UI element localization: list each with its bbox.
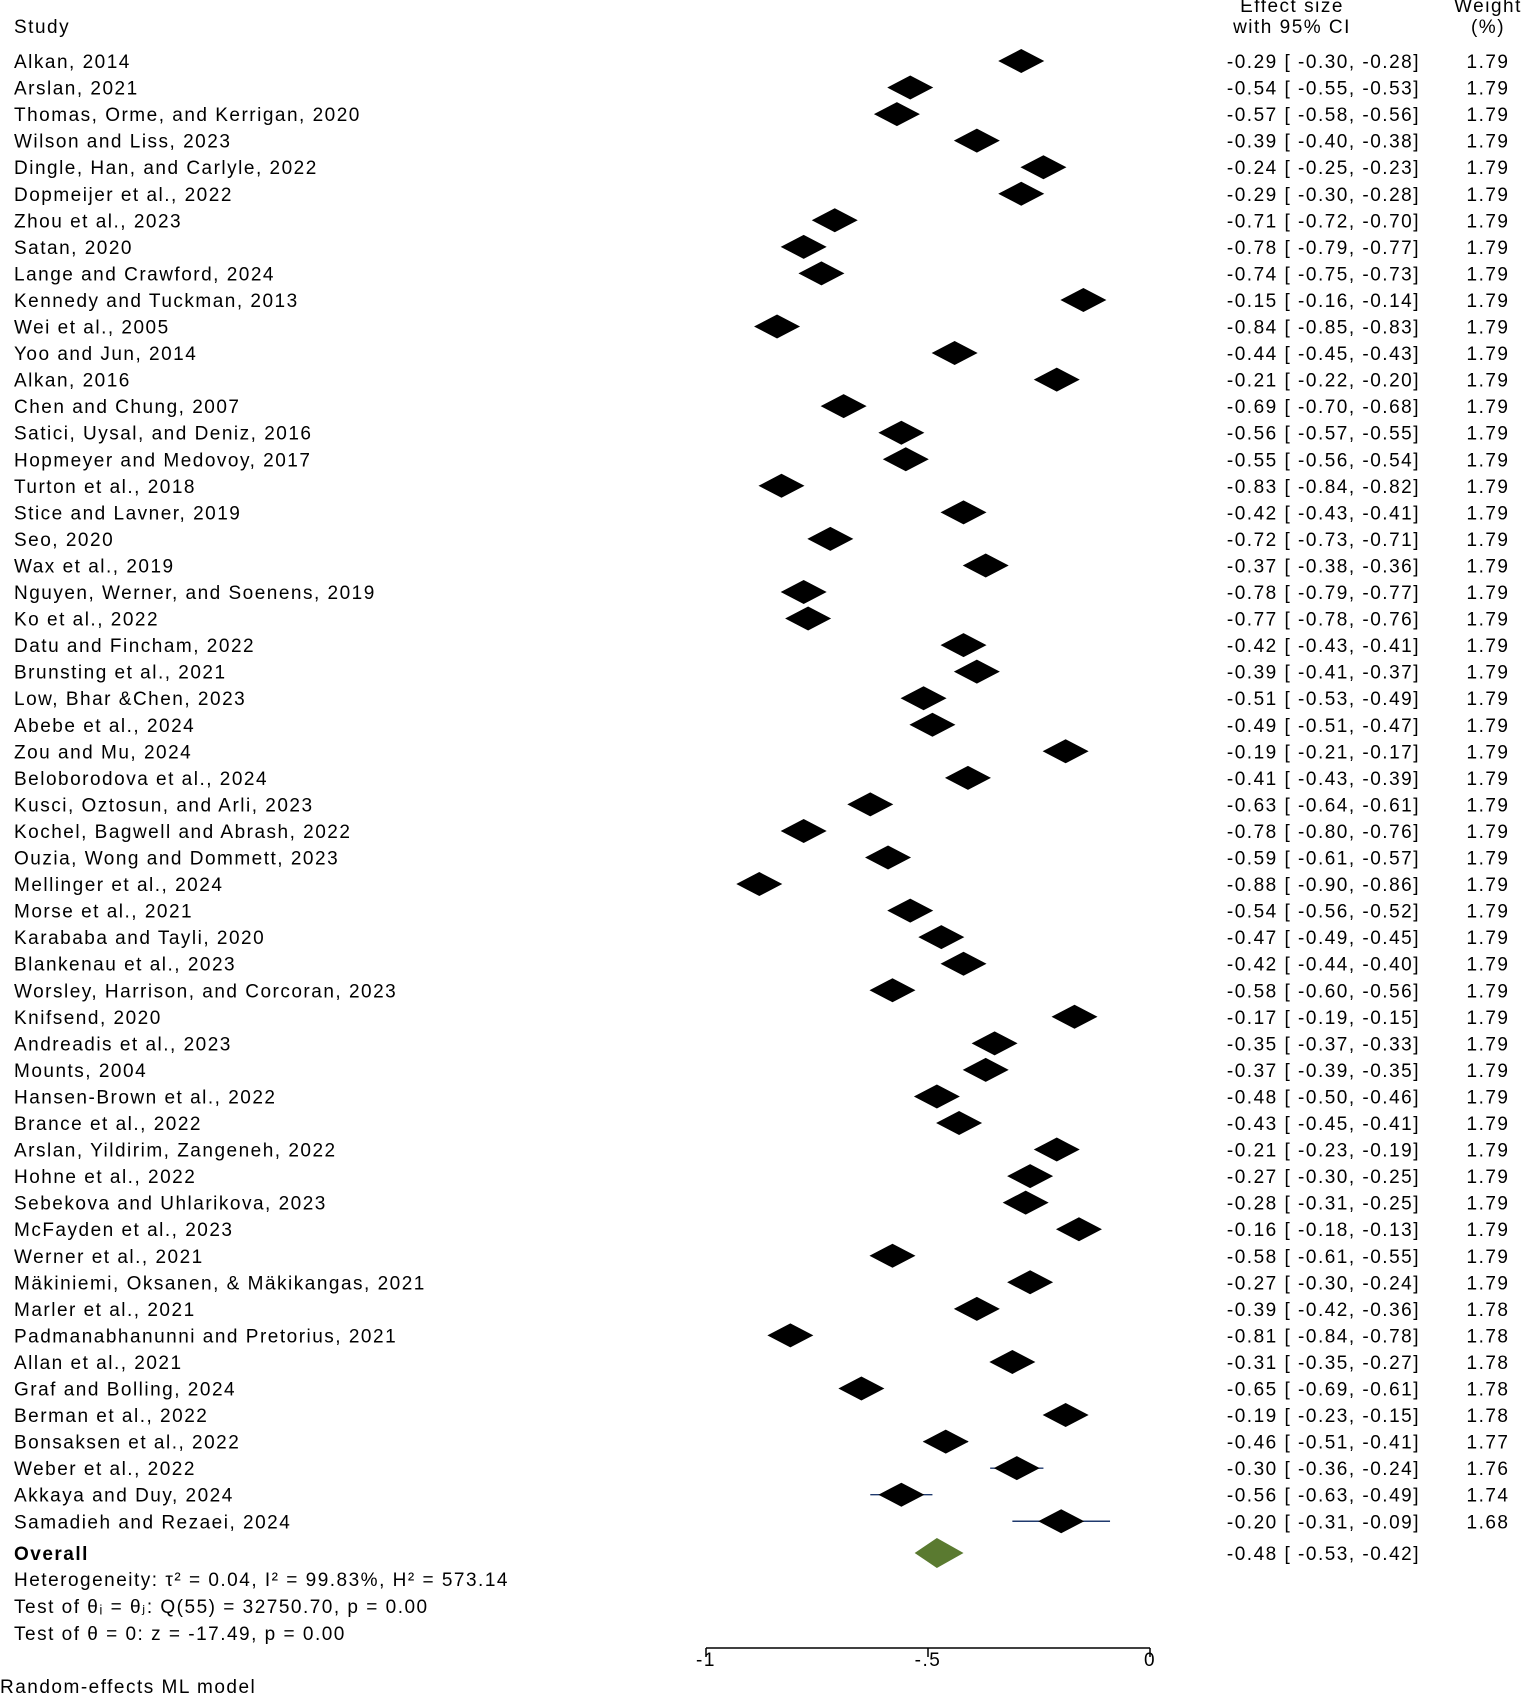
study-label: Graf and Bolling, 2024 [14, 1379, 237, 1401]
weight-text: 1.79 [1466, 397, 1510, 419]
weight-text: 1.79 [1466, 78, 1510, 100]
effect-marker [1052, 1005, 1098, 1029]
weight-text: 1.79 [1466, 450, 1510, 472]
effect-marker [865, 846, 911, 870]
study-label: Satici, Uysal, and Deniz, 2016 [14, 423, 313, 445]
weight-text: 1.79 [1466, 158, 1510, 180]
study-row [14, 129, 1509, 153]
effect-ci-text: -0.78 [ -0.79, -0.77] [1226, 583, 1420, 604]
x-tick-label: -1 [696, 1650, 716, 1671]
effect-ci-text: -0.84 [ -0.85, -0.83] [1226, 317, 1420, 339]
study-label: Hohne et al., 2022 [14, 1167, 197, 1189]
effect-ci-text: -0.27 [ -0.30, -0.25] [1226, 1167, 1420, 1189]
study-label: Akkaya and Duy, 2024 [14, 1485, 234, 1507]
study-row [14, 288, 1509, 312]
study-row [14, 872, 1509, 896]
study-row [14, 713, 1509, 737]
effect-marker [736, 872, 782, 896]
effect-ci-text: -0.37 [ -0.39, -0.35] [1226, 1060, 1420, 1082]
effect-ci-text: -0.42 [ -0.43, -0.41] [1226, 503, 1420, 525]
study-label: Karababa and Tayli, 2020 [14, 928, 266, 950]
effect-marker [754, 315, 800, 339]
effect-marker [781, 819, 827, 843]
effect-marker [878, 1483, 924, 1507]
study-row [14, 819, 1509, 843]
study-label: Abebe et al., 2024 [14, 715, 196, 737]
study-label: Alkan, 2014 [14, 52, 131, 73]
study-row [14, 182, 1509, 206]
study-row [14, 1084, 1509, 1108]
study-row [14, 1483, 1509, 1507]
weight-text: 1.77 [1466, 1432, 1510, 1454]
study-row [14, 1138, 1509, 1162]
effect-ci-text: -0.41 [ -0.43, -0.39] [1226, 768, 1420, 790]
header-study: Study [14, 17, 71, 38]
effect-ci-text: -0.69 [ -0.70, -0.68] [1226, 397, 1420, 419]
effect-marker [883, 447, 929, 471]
effect-ci-text: -0.39 [ -0.40, -0.38] [1226, 131, 1420, 153]
study-row [14, 102, 1509, 126]
weight-text: 1.79 [1466, 264, 1510, 286]
study-label: Mellinger et al., 2024 [14, 875, 224, 897]
weight-text: 1.79 [1466, 583, 1510, 604]
study-row [14, 607, 1509, 631]
effect-ci-text: -0.21 [ -0.23, -0.19] [1226, 1140, 1420, 1162]
effect-marker [869, 1244, 915, 1268]
weight-text: 1.79 [1466, 954, 1510, 976]
effect-ci-text: -0.35 [ -0.37, -0.33] [1226, 1034, 1420, 1056]
study-label: Weber et al., 2022 [14, 1459, 196, 1481]
study-row [14, 1350, 1509, 1374]
effect-ci-text: -0.19 [ -0.21, -0.17] [1226, 742, 1420, 764]
effect-ci-text: -0.51 [ -0.53, -0.49] [1226, 689, 1420, 711]
effect-ci-text: -0.57 [ -0.58, -0.56] [1226, 105, 1420, 127]
effect-marker [887, 76, 933, 100]
study-row [14, 1005, 1509, 1029]
study-label: Ko et al., 2022 [14, 609, 160, 631]
effect-marker [1034, 368, 1080, 392]
weight-text: 1.79 [1466, 1246, 1510, 1268]
weight-text: 1.79 [1466, 529, 1510, 551]
study-row [14, 49, 1509, 73]
effect-ci-text: -0.58 [ -0.60, -0.56] [1226, 981, 1420, 1003]
effect-marker [963, 553, 1009, 577]
study-row [14, 660, 1509, 684]
effect-marker [1056, 1217, 1102, 1241]
study-row [14, 1031, 1509, 1055]
weight-text: 1.79 [1466, 423, 1510, 445]
effect-marker [954, 1297, 1000, 1321]
effect-marker [798, 261, 844, 285]
study-row [14, 76, 1509, 100]
study-row [14, 1217, 1509, 1241]
effect-marker [1043, 739, 1089, 763]
effect-ci-text: -0.56 [ -0.57, -0.55] [1226, 423, 1420, 445]
study-row [14, 846, 1509, 870]
effect-marker [807, 527, 853, 551]
effect-ci-text: -0.48 [ -0.50, -0.46] [1226, 1087, 1420, 1109]
header-effect-size: Effect size [1240, 0, 1344, 17]
study-row [14, 368, 1509, 392]
effect-marker [1043, 1403, 1089, 1427]
study-label: Brance et al., 2022 [14, 1114, 202, 1135]
study-label: Wax et al., 2019 [14, 556, 175, 578]
effect-marker [932, 341, 978, 365]
effect-marker [941, 952, 987, 976]
weight-text: 1.79 [1466, 1140, 1510, 1162]
weight-text: 1.79 [1466, 184, 1510, 206]
study-row [14, 1377, 1509, 1401]
overall-row [14, 1538, 1420, 1568]
effect-ci-text: -0.54 [ -0.56, -0.52] [1226, 901, 1420, 923]
effect-ci-text: -0.28 [ -0.31, -0.25] [1226, 1193, 1420, 1215]
effect-ci-text: -0.31 [ -0.35, -0.27] [1226, 1352, 1420, 1374]
weight-text: 1.79 [1466, 556, 1510, 578]
weight-text: 1.79 [1466, 1167, 1510, 1189]
x-axis [696, 1648, 1156, 1671]
effect-ci-text: -0.78 [ -0.80, -0.76] [1226, 821, 1420, 843]
effect-marker [869, 978, 915, 1002]
effect-ci-text: -0.63 [ -0.64, -0.61] [1226, 795, 1420, 817]
study-label: Nguyen, Werner, and Soenens, 2019 [14, 583, 376, 604]
heterogeneity-text: Heterogeneity: τ² = 0.04, I² = 99.83%, H² = 573.14 [14, 1570, 509, 1591]
study-row [14, 580, 1509, 604]
effect-marker [918, 925, 964, 949]
study-row [14, 1270, 1509, 1294]
effect-ci-text: -0.46 [ -0.51, -0.41] [1226, 1432, 1420, 1454]
weight-text: 1.79 [1466, 211, 1510, 233]
study-label: Blankenau et al., 2023 [14, 954, 237, 976]
effect-ci-text: -0.58 [ -0.61, -0.55] [1226, 1246, 1420, 1268]
study-row [14, 421, 1509, 445]
weight-text: 1.79 [1466, 290, 1510, 312]
study-row [14, 235, 1509, 259]
study-row [14, 1403, 1509, 1427]
weight-text: 1.79 [1466, 875, 1510, 897]
study-row [14, 447, 1509, 471]
effect-marker [972, 1031, 1018, 1055]
effect-marker [878, 421, 924, 445]
study-row [14, 899, 1509, 923]
weight-text: 1.79 [1466, 105, 1510, 127]
effect-marker [887, 899, 933, 923]
study-row [14, 1191, 1509, 1215]
effect-ci-text: -0.77 [ -0.78, -0.76] [1226, 609, 1420, 631]
effect-ci-text: -0.19 [ -0.23, -0.15] [1226, 1406, 1420, 1428]
effect-ci-text: -0.83 [ -0.84, -0.82] [1226, 476, 1420, 498]
study-label: Arslan, 2021 [14, 78, 139, 100]
effect-marker [998, 49, 1044, 73]
overall-diamond [915, 1538, 964, 1568]
effect-marker [963, 1058, 1009, 1082]
effect-ci-text: -0.29 [ -0.30, -0.28] [1226, 52, 1420, 73]
weight-text: 1.78 [1466, 1406, 1510, 1428]
effect-marker [909, 713, 955, 737]
study-row [14, 1456, 1509, 1480]
weight-text: 1.79 [1466, 1220, 1510, 1242]
study-label: Datu and Fincham, 2022 [14, 636, 256, 658]
effect-marker [781, 235, 827, 259]
study-label: Dingle, Han, and Carlyle, 2022 [14, 158, 318, 180]
effect-ci-text: -0.44 [ -0.45, -0.43] [1226, 344, 1420, 366]
weight-text: 1.79 [1466, 609, 1510, 631]
header-effect-ci: with 95% CI [1233, 17, 1351, 38]
effect-marker [767, 1323, 813, 1347]
effect-marker [1007, 1164, 1053, 1188]
study-row [14, 1244, 1509, 1268]
test-zero-text: Test of θ = 0: z = -17.49, p = 0.00 [14, 1624, 346, 1645]
weight-text: 1.79 [1466, 52, 1510, 73]
effect-ci-text: -0.39 [ -0.42, -0.36] [1226, 1299, 1420, 1321]
study-label: Satan, 2020 [14, 237, 133, 259]
effect-ci-text: -0.24 [ -0.25, -0.23] [1226, 158, 1420, 180]
study-row [14, 261, 1509, 285]
study-label: Samadieh and Rezaei, 2024 [14, 1512, 292, 1534]
study-label: Zhou et al., 2023 [14, 211, 183, 233]
study-label: Morse et al., 2021 [14, 901, 194, 923]
study-label: Andreadis et al., 2023 [14, 1034, 232, 1056]
effect-marker [1034, 1138, 1080, 1162]
weight-text: 1.79 [1466, 768, 1510, 790]
study-label: Wilson and Liss, 2023 [14, 131, 232, 153]
study-label: Sebekova and Uhlarikova, 2023 [14, 1193, 327, 1215]
study-label: Arslan, Yildirim, Zangeneh, 2022 [14, 1140, 337, 1162]
weight-text: 1.79 [1466, 636, 1510, 658]
effect-marker [936, 1111, 982, 1135]
effect-marker [945, 766, 991, 790]
study-label: Low, Bhar &Chen, 2023 [14, 689, 247, 711]
effect-ci-text: -0.71 [ -0.72, -0.70] [1226, 211, 1420, 233]
study-label: Kusci, Oztosun, and Arli, 2023 [14, 795, 314, 817]
effect-ci-text: -0.43 [ -0.45, -0.41] [1226, 1114, 1420, 1135]
effect-marker [812, 208, 858, 232]
study-label: Ouzia, Wong and Dommett, 2023 [14, 848, 340, 870]
study-label: Padmanabhanunni and Pretorius, 2021 [14, 1326, 398, 1348]
effect-marker [923, 1430, 969, 1454]
weight-text: 1.79 [1466, 1060, 1510, 1082]
effect-ci-text: -0.42 [ -0.43, -0.41] [1226, 636, 1420, 658]
study-label: Werner et al., 2021 [14, 1246, 204, 1268]
effect-ci-text: -0.21 [ -0.22, -0.20] [1226, 370, 1420, 392]
effect-marker [847, 792, 893, 816]
study-row [14, 739, 1509, 763]
effect-ci-text: -0.49 [ -0.51, -0.47] [1226, 715, 1420, 737]
study-label: Allan et al., 2021 [14, 1352, 183, 1374]
effect-marker [1060, 288, 1106, 312]
weight-text: 1.68 [1466, 1512, 1510, 1534]
weight-text: 1.79 [1466, 981, 1510, 1003]
study-label: Seo, 2020 [14, 529, 115, 551]
weight-text: 1.79 [1466, 237, 1510, 259]
weight-text: 1.79 [1466, 689, 1510, 711]
header-weight: Weight [1454, 0, 1522, 17]
effect-ci-text: -0.55 [ -0.56, -0.54] [1226, 450, 1420, 472]
effect-marker [1020, 155, 1066, 179]
weight-text: 1.79 [1466, 1087, 1510, 1109]
study-row [14, 766, 1509, 790]
effect-marker [838, 1377, 884, 1401]
study-label: Zou and Mu, 2024 [14, 742, 193, 764]
study-label: Mäkiniemi, Oksanen, & Mäkikangas, 2021 [14, 1273, 426, 1295]
study-row [14, 633, 1509, 657]
study-row [14, 315, 1509, 339]
effect-ci-text: -0.16 [ -0.18, -0.13] [1226, 1220, 1420, 1242]
effect-marker [998, 182, 1044, 206]
effect-ci-text: -0.27 [ -0.30, -0.24] [1226, 1273, 1420, 1295]
x-tick-label: 0 [1143, 1650, 1157, 1671]
weight-text: 1.79 [1466, 662, 1510, 684]
study-row [14, 527, 1509, 551]
effect-ci-text: -0.47 [ -0.49, -0.45] [1226, 928, 1420, 950]
test-homogeneity-text: Test of θᵢ = θⱼ: Q(55) = 32750.70, p = 0.00 [14, 1597, 429, 1618]
study-label: Hopmeyer and Medovoy, 2017 [14, 450, 312, 472]
weight-text: 1.79 [1466, 131, 1510, 153]
effect-marker [781, 580, 827, 604]
effect-ci-text: -0.81 [ -0.84, -0.78] [1226, 1326, 1420, 1348]
effect-marker [1007, 1270, 1053, 1294]
study-row [14, 978, 1509, 1002]
weight-text: 1.79 [1466, 901, 1510, 923]
effect-ci-text: -0.78 [ -0.79, -0.77] [1226, 237, 1420, 259]
effect-ci-text: -0.42 [ -0.44, -0.40] [1226, 954, 1420, 976]
study-row [14, 925, 1509, 949]
overall-label: Overall [14, 1544, 89, 1565]
study-label: Berman et al., 2022 [14, 1406, 209, 1428]
weight-text: 1.79 [1466, 1193, 1510, 1215]
study-row [14, 792, 1509, 816]
study-label: McFayden et al., 2023 [14, 1220, 234, 1242]
study-label: Dopmeijer et al., 2022 [14, 184, 233, 206]
weight-text: 1.79 [1466, 344, 1510, 366]
effect-ci-text: -0.37 [ -0.38, -0.36] [1226, 556, 1420, 578]
weight-text: 1.76 [1466, 1459, 1510, 1481]
study-row [14, 500, 1509, 524]
effect-ci-text: -0.29 [ -0.30, -0.28] [1226, 184, 1420, 206]
weight-text: 1.79 [1466, 1007, 1510, 1029]
weight-text: 1.79 [1466, 370, 1510, 392]
effect-ci-text: -0.88 [ -0.90, -0.86] [1226, 875, 1420, 897]
study-label: Wei et al., 2005 [14, 317, 170, 339]
weight-text: 1.79 [1466, 476, 1510, 498]
study-row [14, 208, 1509, 232]
study-label: Knifsend, 2020 [14, 1007, 162, 1029]
effect-marker [954, 660, 1000, 684]
study-label: Marler et al., 2021 [14, 1299, 196, 1321]
study-label: Thomas, Orme, and Kerrigan, 2020 [14, 105, 361, 127]
overall-ci-text: -0.48 [ -0.53, -0.42] [1226, 1544, 1420, 1565]
study-row [14, 474, 1509, 498]
weight-text: 1.79 [1466, 1114, 1510, 1135]
effect-marker [994, 1456, 1040, 1480]
weight-text: 1.78 [1466, 1379, 1510, 1401]
study-label: Beloborodova et al., 2024 [14, 768, 269, 790]
effect-ci-text: -0.72 [ -0.73, -0.71] [1226, 529, 1420, 551]
weight-text: 1.79 [1466, 715, 1510, 737]
study-row [14, 341, 1509, 365]
effect-marker [1038, 1509, 1084, 1533]
study-label: Kennedy and Tuckman, 2013 [14, 290, 299, 312]
effect-ci-text: -0.59 [ -0.61, -0.57] [1226, 848, 1420, 870]
effect-ci-text: -0.74 [ -0.75, -0.73] [1226, 264, 1420, 286]
effect-marker [914, 1084, 960, 1108]
study-row [14, 952, 1509, 976]
effect-marker [758, 474, 804, 498]
effect-ci-text: -0.15 [ -0.16, -0.14] [1226, 290, 1420, 312]
effect-marker [785, 607, 831, 631]
weight-text: 1.78 [1466, 1299, 1510, 1321]
header-weight-unit: (%) [1470, 17, 1506, 38]
weight-text: 1.79 [1466, 742, 1510, 764]
weight-text: 1.78 [1466, 1352, 1510, 1374]
weight-text: 1.79 [1466, 1034, 1510, 1056]
study-label: Mounts, 2004 [14, 1060, 148, 1082]
study-label: Brunsting et al., 2021 [14, 662, 227, 684]
weight-text: 1.79 [1466, 928, 1510, 950]
effect-marker [901, 686, 947, 710]
study-row [14, 155, 1509, 179]
effect-ci-text: -0.20 [ -0.31, -0.09] [1226, 1512, 1420, 1534]
model-footer: Random-effects ML model [0, 1677, 257, 1693]
study-label: Turton et al., 2018 [14, 476, 197, 498]
study-label: Alkan, 2016 [14, 370, 131, 392]
study-row [14, 1323, 1509, 1347]
effect-ci-text: -0.17 [ -0.19, -0.15] [1226, 1007, 1420, 1029]
effect-ci-text: -0.54 [ -0.55, -0.53] [1226, 78, 1420, 100]
study-row [14, 1111, 1509, 1135]
study-label: Bonsaksen et al., 2022 [14, 1432, 241, 1454]
effect-marker [954, 129, 1000, 153]
study-row [14, 394, 1509, 418]
weight-text: 1.79 [1466, 1273, 1510, 1295]
x-tick-label: -.5 [914, 1650, 942, 1671]
effect-ci-text: -0.65 [ -0.69, -0.61] [1226, 1379, 1420, 1401]
weight-text: 1.79 [1466, 317, 1510, 339]
study-row [14, 1058, 1509, 1082]
study-label: Lange and Crawford, 2024 [14, 264, 275, 286]
weight-text: 1.79 [1466, 848, 1510, 870]
study-label: Yoo and Jun, 2014 [14, 344, 198, 366]
effect-marker [989, 1350, 1035, 1374]
effect-marker [1003, 1191, 1049, 1215]
study-row [14, 1430, 1509, 1454]
effect-marker [941, 633, 987, 657]
study-row [14, 1297, 1509, 1321]
study-row [14, 1164, 1509, 1188]
study-label: Chen and Chung, 2007 [14, 397, 241, 419]
effect-marker [941, 500, 987, 524]
weight-text: 1.79 [1466, 795, 1510, 817]
effect-ci-text: -0.39 [ -0.41, -0.37] [1226, 662, 1420, 684]
study-label: Stice and Lavner, 2019 [14, 503, 242, 525]
effect-marker [821, 394, 867, 418]
effect-ci-text: -0.30 [ -0.36, -0.24] [1226, 1459, 1420, 1481]
weight-text: 1.79 [1466, 503, 1510, 525]
effect-ci-text: -0.56 [ -0.63, -0.49] [1226, 1485, 1420, 1507]
weight-text: 1.74 [1466, 1485, 1510, 1507]
study-rows [14, 49, 1509, 1533]
study-row [14, 686, 1509, 710]
weight-text: 1.79 [1466, 821, 1510, 843]
weight-text: 1.78 [1466, 1326, 1510, 1348]
effect-marker [874, 102, 920, 126]
study-row [14, 553, 1509, 577]
study-label: Kochel, Bagwell and Abrash, 2022 [14, 821, 352, 843]
study-row [14, 1509, 1509, 1533]
study-label: Worsley, Harrison, and Corcoran, 2023 [14, 981, 398, 1003]
study-label: Hansen-Brown et al., 2022 [14, 1087, 277, 1109]
